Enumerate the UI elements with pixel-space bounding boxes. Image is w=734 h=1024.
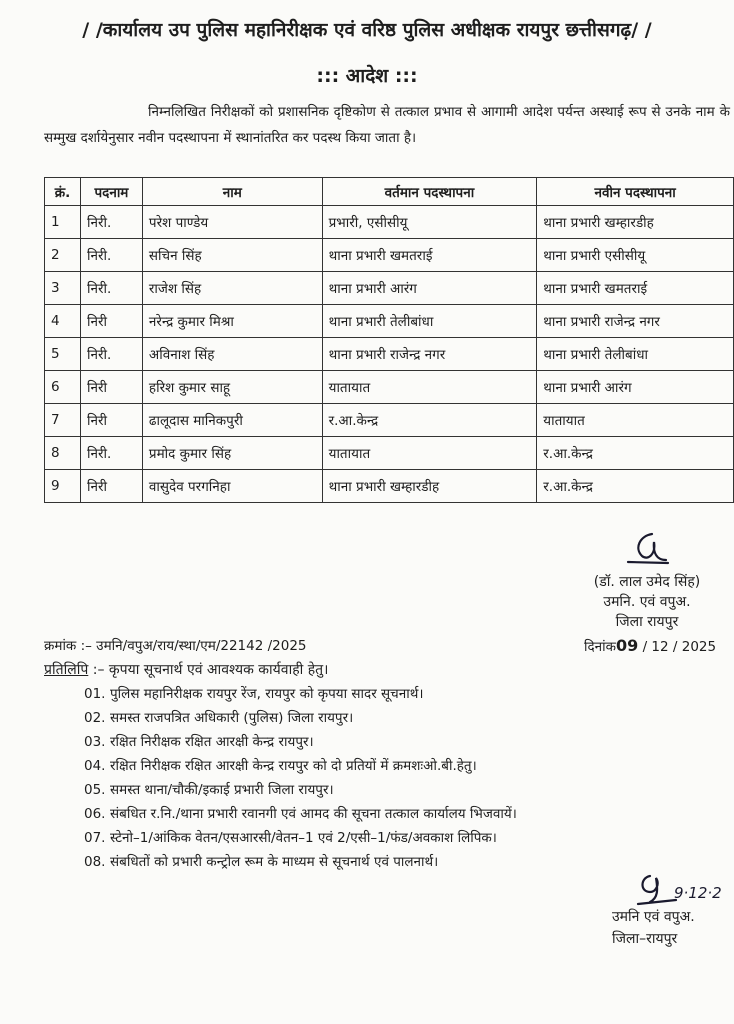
signatory2-designation: उमनि एवं वपुअ. — [612, 909, 695, 925]
designation-cell: निरी — [80, 470, 142, 503]
date-rest: / 12 / 2025 — [642, 639, 717, 655]
signatory-name: (डॉ. लाल उमेद सिंह) — [593, 574, 701, 590]
name-cell: वासुदेव परगनिहा — [142, 470, 322, 503]
serial-cell: 4 — [45, 305, 81, 338]
list-item-number: 04. — [84, 758, 106, 774]
serial-cell: 1 — [45, 206, 81, 239]
table-row — [45, 371, 734, 404]
designation-cell: निरी. — [80, 338, 142, 371]
list-item — [84, 730, 724, 754]
signatory-designation: उमनि. एवं वपुअ. — [603, 594, 691, 610]
new-posting-cell: थाना प्रभारी खमतराई — [537, 272, 734, 305]
list-item — [84, 754, 724, 778]
new-posting-cell: र.आ.केन्द्र — [537, 470, 734, 503]
serial-cell: 9 — [45, 470, 81, 503]
signatory-district: जिला रायपुर — [615, 614, 679, 630]
office-header: / /कार्यालय उप पुलिस महानिरीक्षक एवं वरिष्ठ पुलिस अधीक्षक रायपुर छत्तीसगढ़/ / — [82, 19, 652, 41]
table-header-row — [45, 178, 734, 206]
current-posting-cell: यातायात — [322, 371, 537, 404]
copy-to-label: प्रतिलिपि — [44, 662, 89, 678]
signature-mark — [622, 530, 672, 566]
new-posting-cell: थाना प्रभारी तेलीबांधा — [537, 338, 734, 371]
second-signature-block — [612, 868, 734, 950]
designation-cell: निरी. — [80, 272, 142, 305]
copy-to-note: :– कृपया सूचनार्थ एवं आवश्यक कार्यवाही हेतु। — [92, 662, 329, 678]
table-row — [45, 338, 734, 371]
serial-cell: 5 — [45, 338, 81, 371]
table-row — [45, 305, 734, 338]
name-cell: ढालूदास मानिकपुरी — [142, 404, 322, 437]
signature-block — [560, 530, 734, 632]
date-prefix: दिनांक — [584, 639, 617, 655]
new-posting-cell: थाना प्रभारी आरंग — [537, 371, 734, 404]
copy-to-heading — [44, 660, 328, 679]
column-header: वर्तमान पदस्थापना — [322, 178, 537, 206]
list-item — [84, 802, 724, 826]
current-posting-cell: थाना प्रभारी राजेन्द्र नगर — [322, 338, 537, 371]
current-posting-cell: यातायात — [322, 437, 537, 470]
name-cell: नरेन्द्र कुमार मिश्रा — [142, 305, 322, 338]
serial-cell: 7 — [45, 404, 81, 437]
list-item-number: 07. — [84, 830, 106, 846]
serial-cell: 6 — [45, 371, 81, 404]
serial-cell: 3 — [45, 272, 81, 305]
current-posting-cell: थाना प्रभारी खम्हारडीह — [322, 470, 537, 503]
reference-row — [44, 636, 734, 654]
order-date — [584, 636, 716, 655]
name-cell: राजेश सिंह — [142, 272, 322, 305]
table-row — [45, 272, 734, 305]
designation-cell: निरी. — [80, 437, 142, 470]
current-posting-cell: र.आ.केन्द्र — [322, 404, 537, 437]
list-item-number: 03. — [84, 734, 106, 750]
list-item-number: 02. — [84, 710, 106, 726]
list-item-text: रक्षित निरीक्षक रक्षित आरक्षी केन्द्र रायपुर को दो प्रतियों में क्रमशःओ.बी.हेतु। — [110, 758, 477, 774]
initial-date: 9·12·2 — [674, 884, 722, 902]
order-intro: निम्नलिखित निरीक्षकों को प्रशासनिक दृष्टिकोण से तत्काल प्रभाव से आगामी आदेश पर्यन्त अस्थाई रूप से उनके नाम के सम्मुख दर्शायेनुसार नवीन पदस्थापना में स्थानांतरित कर पदस्थ किया जाता है। — [44, 104, 730, 146]
list-item-text: समस्त राजपत्रित अधिकारी (पुलिस) जिला रायपुर। — [110, 710, 354, 726]
list-item-text: संबधित र.नि./थाना प्रभारी रवानगी एवं आमद की सूचना तत्काल कार्यालय भिजवायें। — [110, 806, 517, 822]
transfer-table — [44, 177, 734, 503]
current-posting-cell: थाना प्रभारी खमतराई — [322, 239, 537, 272]
list-item-text: समस्त थाना/चौकी/इकाई प्रभारी जिला रायपुर। — [110, 782, 334, 798]
column-header: क्रं. — [45, 178, 81, 206]
list-item-text: रक्षित निरीक्षक रक्षित आरक्षी केन्द्र रायपुर। — [110, 734, 314, 750]
list-item-number: 01. — [84, 686, 106, 702]
current-posting-cell: थाना प्रभारी तेलीबांधा — [322, 305, 537, 338]
new-posting-cell: थाना प्रभारी राजेन्द्र नगर — [537, 305, 734, 338]
name-cell: अविनाश सिंह — [142, 338, 322, 371]
name-cell: सचिन सिंह — [142, 239, 322, 272]
list-item-text: संबधितों को प्रभारी कन्ट्रोल रूम के माध्यम से सूचनार्थ एवं पालनार्थ। — [110, 854, 439, 870]
current-posting-cell: थाना प्रभारी आरंग — [322, 272, 537, 305]
table-row — [45, 206, 734, 239]
table-row — [45, 470, 734, 503]
table-row — [45, 437, 734, 470]
designation-cell: निरी — [80, 404, 142, 437]
designation-cell: निरी. — [80, 239, 142, 272]
designation-cell: निरी. — [80, 206, 142, 239]
list-item — [84, 706, 724, 730]
initial-signature — [636, 868, 734, 906]
new-posting-cell: यातायात — [537, 404, 734, 437]
table-row — [45, 239, 734, 272]
table-row — [45, 404, 734, 437]
list-item-text: स्टेनो–1/आंकिक वेतन/एसआरसी/वेतन–1 एवं 2/एसी–1/फंड/अवकाश लिपिक। — [110, 830, 497, 846]
column-header: पदनाम — [80, 178, 142, 206]
list-item — [84, 826, 724, 850]
copy-to-list — [84, 682, 724, 874]
date-day: 09 — [616, 636, 639, 655]
column-header: नवीन पदस्थापना — [537, 178, 734, 206]
list-item — [84, 682, 724, 706]
reference-number: क्रमांक :– उमनि/वपुअ/राय/स्था/एम/22142 /2025 — [44, 638, 307, 654]
serial-cell: 8 — [45, 437, 81, 470]
designation-cell: निरी — [80, 305, 142, 338]
list-item-text: पुलिस महानिरीक्षक रायपुर रेंज, रायपुर को कृपया सादर सूचनार्थ। — [110, 686, 424, 702]
name-cell: प्रमोद कुमार सिंह — [142, 437, 322, 470]
current-posting-cell: प्रभारी, एसीसीयू — [322, 206, 537, 239]
signatory2-district: जिला–रायपुर — [612, 931, 678, 947]
list-item — [84, 778, 724, 802]
designation-cell: निरी — [80, 371, 142, 404]
new-posting-cell: र.आ.केन्द्र — [537, 437, 734, 470]
list-item-number: 05. — [84, 782, 106, 798]
name-cell: हरिश कुमार साहू — [142, 371, 322, 404]
serial-cell: 2 — [45, 239, 81, 272]
list-item-number: 06. — [84, 806, 106, 822]
column-header: नाम — [142, 178, 322, 206]
table-body — [45, 206, 734, 503]
name-cell: परेश पाण्डेय — [142, 206, 322, 239]
order-title: ::: आदेश ::: — [316, 65, 418, 87]
list-item-number: 08. — [84, 854, 106, 870]
new-posting-cell: थाना प्रभारी खम्हारडीह — [537, 206, 734, 239]
new-posting-cell: थाना प्रभारी एसीसीयू — [537, 239, 734, 272]
